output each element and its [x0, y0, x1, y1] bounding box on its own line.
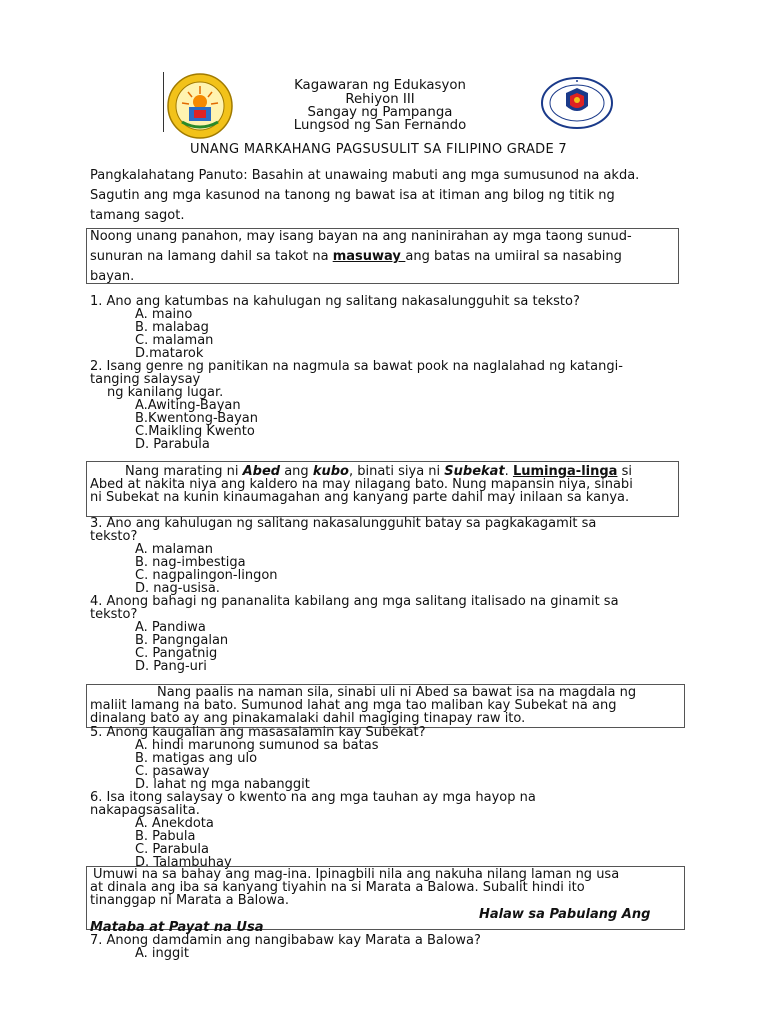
question-3-line-1: 3. Ano ang kahulugan ng salitang nakasalungguhit batay sa pagkakagamit sa	[90, 516, 597, 531]
q6-choice-a[interactable]: A. Anekdota	[135, 816, 214, 831]
underlined-word-luminga: Luminga-linga	[512, 464, 618, 479]
q3-choice-b[interactable]: B. nag-imbestiga	[135, 555, 246, 570]
passage-2-line-3: ni Subekat na kunin kinaumagahan ang kanyang parte dahil may inilaan sa kanya.	[90, 490, 630, 505]
italic-word-subekat: Subekat	[444, 464, 505, 479]
exam-title: UNANG MARKAHANG PAGSUSULIT SA FILIPINO GRADE 7	[190, 142, 567, 157]
instructions	[90, 166, 690, 226]
question-2-line-3: ng kanilang lugar.	[107, 385, 224, 400]
passage-3-line-1: Nang paalis na naman sila, sinabi uli ni Abed sa bawat isa na magdala ng	[157, 685, 637, 700]
q3-choice-c[interactable]: C. nagpalingon-lingon	[135, 568, 278, 583]
question-4-line-1: 4. Anong bahagi ng pananalita kabilang ang mga salitang italisado na ginamit sa	[90, 594, 619, 609]
question-5: 5. Anong kaugalian ang masasalamin kay Subekat?	[90, 725, 426, 740]
q2-choice-d[interactable]: D. Parabula	[135, 437, 210, 452]
header-divider	[163, 72, 164, 132]
deped-seal-right	[540, 76, 614, 130]
q1-choice-a[interactable]: A. maino	[135, 307, 193, 322]
q6-choice-b[interactable]: B. Pabula	[135, 829, 196, 844]
question-3-line-2: teksto?	[90, 529, 138, 544]
q2-choice-c[interactable]: C.Maikling Kwento	[135, 424, 255, 439]
header-region: Rehiyon III	[345, 92, 415, 107]
passage-3-line-2: maliit lamang na bato. Sumunod lahat ang mga tao maliban kay Subekat na ang	[90, 698, 617, 713]
passage-4-line-2: at dinala ang iba sa kanyang tiyahin na si Marata a Balowa. Subalit hindi ito	[90, 880, 585, 895]
q5-choice-d[interactable]: D. lahat ng mga nabanggit	[135, 777, 310, 792]
passage-3-line-3: dinalang bato ay ang pinakamalaki dahil magiging tinapay raw ito.	[90, 711, 526, 726]
q2-choice-a[interactable]: A.Awiting-Bayan	[135, 398, 241, 413]
passage-4-source-line-2: Mataba at Payat na Usa	[90, 920, 264, 935]
question-6-line-2: nakapagsasalita.	[90, 803, 200, 818]
question-6-line-1: 6. Isa itong salaysay o kwento na ang mga tauhan ay mga hayop na	[90, 790, 536, 805]
header-city: Lungsod ng San Fernando	[293, 118, 467, 133]
passage-1-line-3: bayan.	[90, 269, 135, 284]
q5-choice-c[interactable]: C. pasaway	[135, 764, 210, 779]
italic-word-abed: Abed	[242, 464, 281, 479]
q3-choice-d[interactable]: D. nag-usisa.	[135, 581, 220, 596]
q4-choice-d[interactable]: D. Pang-uri	[135, 659, 207, 674]
question-1: 1. Ano ang katumbas na kahulugan ng salitang nakasalungguhit sa teksto?	[90, 294, 580, 309]
q6-choice-c[interactable]: C. Parabula	[135, 842, 209, 857]
passage-4-source-line-1: Halaw sa Pabulang Ang	[479, 907, 651, 922]
passage-1	[90, 227, 680, 287]
q4-choice-c[interactable]: C. Pangatnig	[135, 646, 218, 661]
underlined-word-masuway: masuway	[332, 249, 406, 264]
question-2-line-1: 2. Isang genre ng panitikan na nagmula sa bawat pook na naglalahad ng katangi-	[90, 359, 623, 374]
q3-choice-a[interactable]: A. malaman	[135, 542, 214, 557]
passage-4-line-1: Umuwi na sa bahay ang mag-ina. Ipinagbili nila ang nakuha nilang laman ng usa	[93, 867, 620, 882]
passage-2-line-2: Abed at nakita niya ang kaldero na may nilagang bato. Nung mapansin niya, sinabi	[90, 477, 633, 492]
q2-choice-b[interactable]: B.Kwentong-Bayan	[135, 411, 258, 426]
passage-4-line-3: tinanggap ni Marata a Balowa.	[90, 893, 289, 908]
header-division: Sangay ng Pampanga	[307, 105, 453, 120]
header-agency: Kagawaran ng Edukasyon	[294, 78, 466, 93]
italic-word-kubo: kubo	[312, 464, 349, 479]
deped-seal-left	[166, 72, 234, 140]
passage-1-line-1: Noong unang panahon, may isang bayan na ang naninirahan ay mga taong sunud-	[90, 229, 632, 244]
passage-1-line-2: sunuran na lamang dahil sa takot na masuway ang batas na umiiral sa nasabing	[90, 249, 622, 264]
q7-choice-a[interactable]: A. inggit	[135, 946, 189, 961]
instructions-line-3: tamang sagot.	[90, 208, 185, 223]
q1-choice-c[interactable]: C. malaman	[135, 333, 214, 348]
q1-choice-d[interactable]: D.matarok	[135, 346, 204, 361]
question-7: 7. Anong damdamin ang nangibabaw kay Marata a Balowa?	[90, 933, 481, 948]
passage-2-line-1: Nang marating ni Abed ang kubo, binati siya ni Subekat. Luminga-linga si	[125, 464, 632, 479]
q4-choice-a[interactable]: A. Pandiwa	[135, 620, 206, 635]
instructions-line-2: Sagutin ang mga kasunod na tanong ng bawat isa at itiman ang bilog ng titik ng	[90, 188, 615, 203]
question-2-line-2: tanging salaysay	[90, 372, 201, 387]
instructions-line-1: Pangkalahatang Panuto: Basahin at unawaing mabuti ang mga sumusunod na akda.	[90, 168, 640, 183]
q5-choice-a[interactable]: A. hindi marunong sumunod sa batas	[135, 738, 379, 753]
q4-choice-b[interactable]: B. Pangngalan	[135, 633, 229, 648]
q1-choice-b[interactable]: B. malabag	[135, 320, 209, 335]
q6-choice-d[interactable]: D. Talambuhay	[135, 855, 232, 870]
question-4-line-2: teksto?	[90, 607, 138, 622]
q5-choice-b[interactable]: B. matigas ang ulo	[135, 751, 258, 766]
